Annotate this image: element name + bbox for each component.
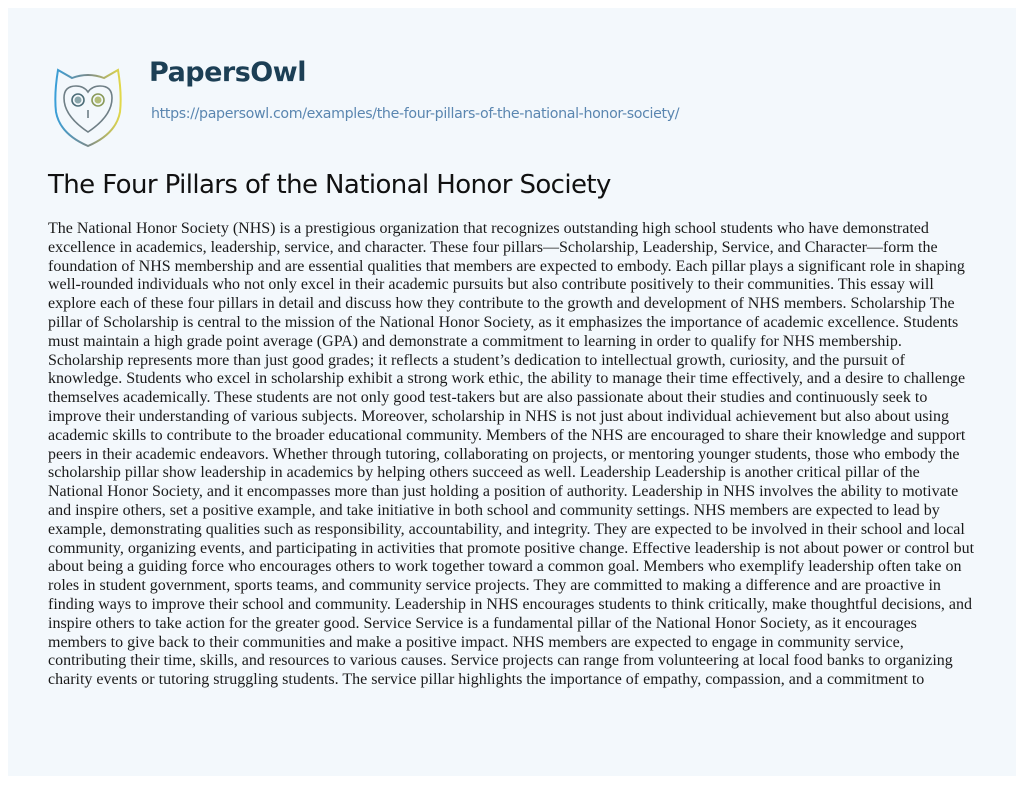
essay-line: The National Honor Society (NHS) is a prestigious organization that recognizes outstanding high school students who have demonstrated	[48, 220, 929, 237]
essay-title: The Four Pillars of the National Honor Society	[48, 170, 611, 200]
essay-line: National Honor Society, and it encompasses more than just holding a position of authority. Leadership in NHS involves the ability to motivate	[48, 483, 959, 501]
essay-line: and inspire others, set a positive example, and take initiative in both school and community settings. NHS members are expected to lead by	[48, 501, 940, 519]
brand-name: PapersOwl	[149, 57, 306, 88]
essay-line: example, demonstrating qualities such as responsibility, accountability, and integrity. They are expected to be involved in their school and local	[48, 520, 965, 538]
essay-line: well-rounded individuals who not only excel in their academic pursuits but also contribute positively to their communities. This essay will	[48, 276, 934, 294]
essay-line: community, organizing events, and participating in activities that promote positive change. Effective leadership is not about power or control but	[48, 539, 975, 557]
essay-line: roles in student government, sports teams, and community service projects. They are committed to making a difference and are proactive in	[48, 577, 941, 595]
essay-line: academic skills to contribute to the broader educational community. Members of the NHS are encouraged to share their knowledge and support	[48, 426, 966, 444]
essay-body	[48, 220, 990, 690]
essay-line: improve their understanding of various subjects. Moreover, scholarship in NHS is not just about individual achievement but also about using	[48, 407, 949, 425]
essay-line: members to give back to their communities and make a positive impact. NHS members are expected to engage in community service,	[48, 633, 904, 651]
source-url-link[interactable]: https://papersowl.com/examples/the-four-pillars-of-the-national-honor-society/	[151, 106, 680, 122]
essay-line: contributing their time, skills, and resources to various causes. Service projects can range from volunteering at local food banks to organizing	[48, 652, 953, 670]
essay-line: pillar of Scholarship is central to the mission of the National Honor Society, as it emphasizes the importance of academic excellence. Students	[48, 313, 959, 331]
essay-line: scholarship pillar show leadership in academics by helping others succeed as well. Leadership Leadership is another critical pillar of the	[48, 464, 920, 482]
essay-line: Scholarship represents more than just good grades; it reflects a student’s dedication to intellectual growth, curiosity, and the pursuit of	[48, 351, 905, 369]
essay-line: peers in their academic endeavors. Whether through tutoring, collaborating on projects, or mentoring younger students, those who embody the	[48, 445, 960, 463]
essay-line: inspire others to take action for the greater good. Service Service is a fundamental pillar of the National Honor Society, as it encourages	[48, 614, 917, 632]
essay-line: themselves academically. These students are not only good test-takers but are also passionate about their studies and continuously seek to	[48, 389, 928, 407]
essay-line: foundation of NHS membership and are essential qualities that members are expected to embody. Each pillar plays a significant role in shaping	[48, 257, 965, 275]
essay-line: about being a guiding force who encourages others to work together toward a common goal. Members who exemplify leadership often take on	[48, 558, 962, 576]
essay-line: excellence in academics, leadership, service, and character. These four pillars—Scholarship, Leadership, Service, and Character—form the	[48, 238, 938, 256]
essay-line: explore each of these four pillars in detail and discuss how they contribute to the growth and development of NHS members. Scholarship The	[48, 295, 955, 313]
essay-line: must maintain a high grade point average (GPA) and demonstrate a commitment to learning in order to qualify for NHS membership.	[48, 332, 902, 350]
essay-line: knowledge. Students who excel in scholarship exhibit a strong work ethic, the ability to manage their time effectively, and a desire to challenge	[48, 370, 966, 388]
essay-line: finding ways to improve their school and community. Leadership in NHS encourages students to think critically, make thoughtful decisions, and	[48, 595, 972, 613]
owl-logo-icon	[50, 64, 126, 150]
essay-line: charity events or tutoring struggling students. The service pillar highlights the importance of empathy, compassion, and a commitment to	[48, 671, 925, 689]
